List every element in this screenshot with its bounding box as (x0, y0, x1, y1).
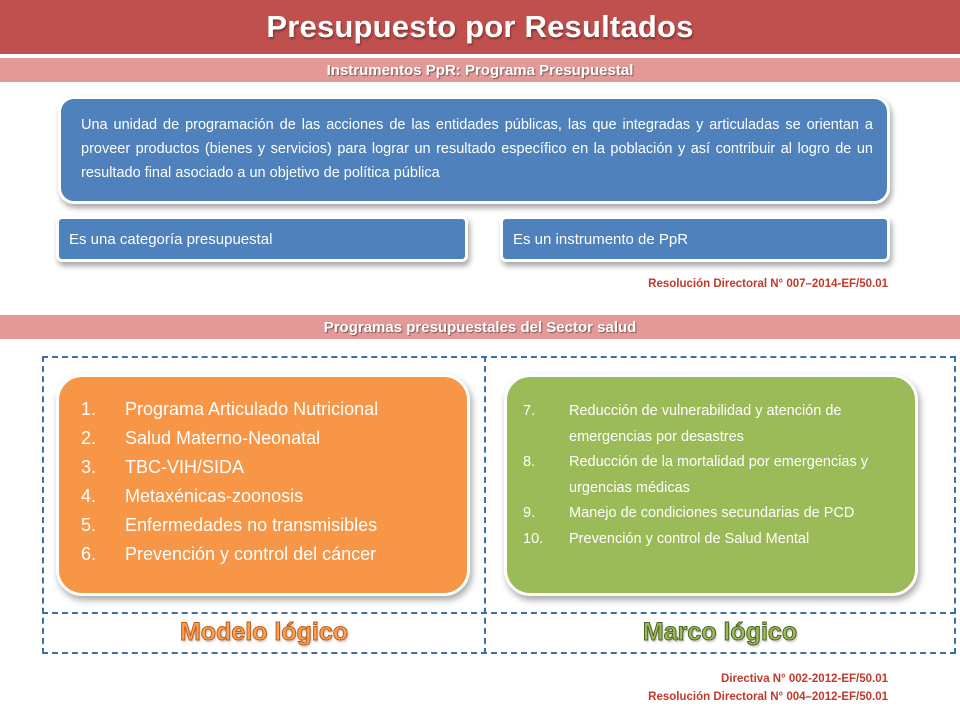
section-title: Programas presupuestales del Sector salud (323, 318, 637, 336)
list-item (81, 482, 457, 511)
pill-budget-category (56, 216, 468, 262)
list-item-number: 3. (81, 457, 97, 477)
logic-model-label-text: Modelo lógico (179, 618, 349, 646)
programs-divider-horizontal (42, 612, 956, 614)
list-item-number: 4. (81, 486, 97, 506)
list-item (81, 511, 457, 540)
list-item-label: Enfermedades no transmisibles (125, 515, 378, 535)
list-item-label: TBC-VIH/SIDA (125, 457, 245, 477)
logic-model-label (44, 618, 484, 647)
page-title-text: Presupuesto por Resultados (266, 9, 694, 44)
subtitle-band (0, 58, 960, 82)
logical-framework-label (486, 618, 954, 647)
footer-reference-2: Resolución Directoral N° 004–2012-EF/50.01 (648, 691, 888, 703)
page-title (0, 0, 960, 54)
list-item-label: Prevención y control de Salud Mental (569, 530, 810, 547)
list-item-number: 7. (523, 403, 536, 419)
pill-ppr-instrument-label: Es un instrumento de PpR (513, 230, 689, 248)
list-item (523, 399, 905, 450)
list-item-label: Manejo de condiciones secundarias de PCD (569, 505, 855, 521)
definition-text: Una unidad de programación de las acciones de las entidades públicas, las que integradas y articuladas se orientan a proveer productos (bienes y servicios) para lograr un resultado específico en la población y así contribuir al logro de un resultado final asociado a un objetivo de política pública (81, 117, 873, 181)
list-item (81, 424, 457, 453)
definition-box (58, 96, 890, 204)
section-band (0, 315, 960, 339)
footer-references (500, 670, 888, 706)
pill-budget-category-label: Es una categoría presupuestal (69, 230, 273, 248)
logic-model-card (56, 374, 470, 596)
list-item-number: 1. (81, 399, 97, 419)
definition-reference-text: Resolución Directoral N° 007–2014-EF/50.01 (648, 278, 888, 290)
logical-framework-card (504, 374, 918, 596)
pill-ppr-instrument (500, 216, 890, 262)
list-item-label: Programa Articulado Nutricional (125, 399, 379, 419)
list-item (81, 540, 457, 569)
list-item (81, 453, 457, 482)
list-item-label: Salud Materno-Neonatal (125, 428, 321, 448)
logical-framework-label-text: Marco lógico (642, 618, 798, 646)
list-item (523, 501, 905, 527)
list-item-label: Prevención y control del cáncer (125, 544, 377, 564)
list-item-label: Metaxénicas-zoonosis (125, 486, 304, 506)
list-item-number: 2. (81, 428, 97, 448)
list-item (523, 450, 905, 501)
list-item-label: Reducción de la mortalidad por emergencias y urgencias médicas (569, 454, 869, 496)
list-item-number: 8. (523, 454, 536, 470)
list-item-number: 9. (523, 505, 536, 521)
list-item (523, 527, 905, 553)
list-item (81, 395, 457, 424)
list-item-number: 10. (523, 530, 544, 547)
footer-reference-1: Directiva N° 002-2012-EF/50.01 (721, 673, 888, 685)
list-item-number: 5. (81, 515, 97, 535)
list-item-number: 6. (81, 544, 97, 564)
programs-divider-vertical (484, 356, 486, 654)
subtitle-text: Instrumentos PpR: Programa Presupuestal (326, 61, 634, 79)
list-item-label: Reducción de vulnerabilidad y atención de emergencias por desastres (569, 403, 842, 445)
definition-reference (500, 278, 888, 290)
